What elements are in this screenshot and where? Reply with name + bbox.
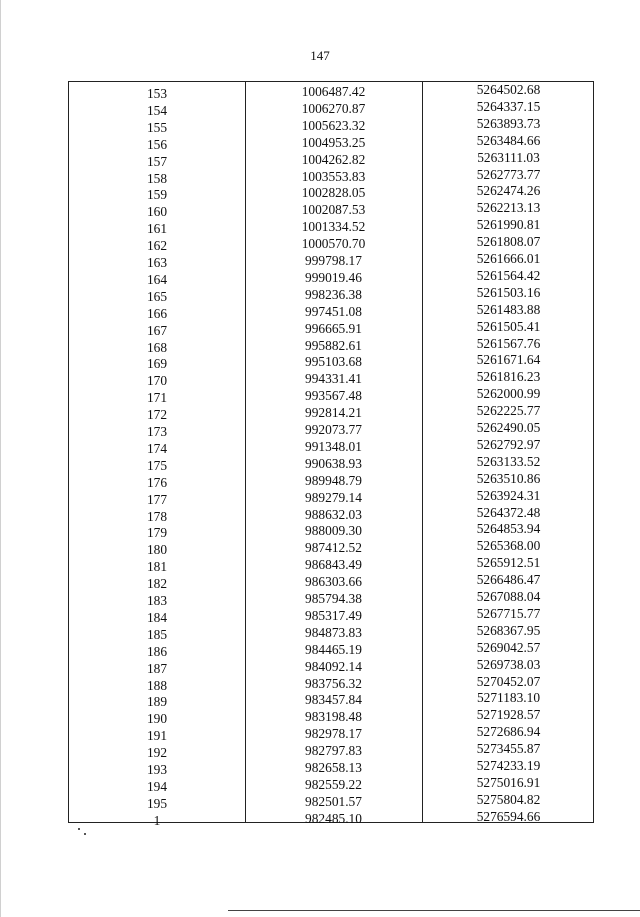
- point-number-cell: 175: [146, 457, 168, 473]
- point-number-cell: 162: [146, 238, 168, 254]
- x-coordinate-cell: 1001334.52: [301, 219, 366, 235]
- x-coordinate-cell: 982978.17: [305, 726, 362, 742]
- y-coordinate-cell: 5264853.94: [476, 521, 541, 537]
- point-number-cell: 157: [146, 153, 168, 169]
- x-coordinate-cell: 995882.61: [305, 337, 362, 353]
- x-coordinate-cell: 999019.46: [305, 269, 362, 285]
- y-coordinate-cell: 5264337.15: [476, 98, 541, 114]
- point-number-cell: 174: [146, 440, 168, 456]
- coordinates-table: [68, 81, 594, 828]
- x-coordinate-cell: 1005623.32: [301, 117, 366, 133]
- point-number-cell: 173: [146, 424, 168, 439]
- x-coordinate-cell: 993567.48: [305, 388, 362, 404]
- y-coordinate-cell: 5261990.81: [476, 217, 541, 233]
- y-coordinate-cell: 5264372.48: [476, 504, 541, 520]
- x-coordinate-cell: 986303.66: [305, 574, 362, 590]
- point-number-cell: 164: [146, 271, 168, 287]
- point-number-cell: 189: [146, 694, 168, 710]
- point-number-cell: 187: [146, 660, 168, 676]
- x-coordinate-cell: 991348.01: [305, 438, 362, 454]
- y-coordinate-cell: 5270452.07: [476, 673, 541, 689]
- y-coordinate-cell: 5263111.03: [477, 149, 540, 165]
- x-coordinate-cell: 995103.68: [305, 354, 362, 370]
- point-number-cell: 183: [146, 593, 168, 608]
- y-coordinate-cell: 5261816.23: [476, 369, 541, 385]
- y-coordinate-cell: 5261505.41: [476, 318, 541, 334]
- point-number-cell: 161: [146, 221, 168, 237]
- x-coordinate-cell: 992073.77: [305, 422, 362, 437]
- y-coordinate-cell: 5267715.77: [476, 605, 541, 621]
- y-coordinate-cell: 5261808.07: [476, 234, 541, 250]
- point-number-cell: 178: [146, 508, 168, 524]
- y-coordinate-cell: 5262792.97: [476, 436, 541, 452]
- y-coordinate-cell: 5263133.52: [476, 453, 541, 469]
- x-coordinate-cell: 982797.83: [305, 743, 362, 759]
- x-coordinate-cell: 983756.32: [305, 675, 362, 691]
- y-coordinate-cell: 5264502.68: [476, 82, 541, 97]
- x-coordinate-cell: 996665.91: [305, 320, 362, 336]
- scan-speck: [78, 828, 80, 830]
- y-coordinate-cell: 5271928.57: [476, 707, 541, 723]
- point-number-cell: 1: [153, 812, 161, 828]
- y-coordinate-cell: 5272686.94: [476, 724, 541, 740]
- scan-edge: [0, 0, 1, 917]
- point-number-cell: 156: [146, 136, 168, 152]
- point-number-cell: 188: [146, 677, 168, 693]
- x-coordinate-cell: 983457.84: [305, 692, 362, 708]
- y-coordinate-cell: 5275804.82: [476, 791, 541, 807]
- y-coordinate-cell: 5266486.47: [476, 572, 541, 588]
- y-coordinate-cell: 5267088.04: [476, 589, 541, 604]
- x-coordinate-cell: 989279.14: [305, 489, 362, 505]
- y-coordinate-cell: 5263893.73: [476, 115, 541, 131]
- point-number-cell: 172: [146, 407, 168, 423]
- x-coordinate-cell: 992814.21: [305, 405, 362, 421]
- point-number-cell: 163: [146, 255, 168, 270]
- point-number-cell: 193: [146, 762, 168, 777]
- x-coordinate-cell: 1000570.70: [301, 236, 366, 252]
- x-coordinate-cell: 1002828.05: [301, 185, 366, 201]
- y-coordinate-cell: 5271183.10: [476, 690, 541, 706]
- y-coordinate-cell: 5261666.01: [476, 251, 541, 266]
- point-number-cell: 168: [146, 339, 168, 355]
- y-coordinate-cell: 5265912.51: [476, 555, 541, 571]
- y-coordinate-cell: 5268367.95: [476, 622, 541, 638]
- y-coordinate-cell: 5273455.87: [476, 741, 541, 757]
- point-number-cell: 176: [146, 474, 168, 490]
- x-coordinate-cell: 990638.93: [305, 455, 362, 471]
- point-number-cell: 169: [146, 356, 168, 372]
- y-coordinate-cell: 5269042.57: [476, 639, 541, 655]
- scan-bottom-edge: [228, 910, 640, 911]
- point-number-cell: 186: [146, 643, 168, 659]
- point-number-cell: 160: [146, 204, 168, 220]
- y-coordinate-cell: 5276594.66: [476, 808, 541, 824]
- y-coordinate-cell: 5261503.16: [476, 284, 541, 300]
- x-coordinate-cell: 988009.30: [305, 523, 362, 539]
- x-coordinate-cell: 1006487.42: [301, 84, 366, 99]
- x-coordinate-cell: 999798.17: [305, 253, 362, 268]
- point-number-cell: 158: [146, 170, 168, 186]
- point-number-cell: 177: [146, 491, 168, 507]
- y-coordinate-cell: 5269738.03: [476, 656, 541, 672]
- x-coordinate-cell: 982559.22: [305, 776, 362, 792]
- y-coordinate-cell: 5261483.88: [476, 301, 541, 317]
- point-number-cell: 171: [146, 390, 168, 406]
- x-coordinate-cell: 1003553.83: [301, 168, 366, 184]
- point-number-cell: 195: [146, 795, 168, 811]
- x-coordinate-cell: 984873.83: [305, 624, 362, 640]
- y-coordinate-cell: 5265368.00: [476, 538, 541, 554]
- y-coordinate-cell: 5261671.64: [476, 352, 541, 368]
- y-coordinate-cell: 5274233.19: [476, 758, 541, 773]
- y-coordinate-cell: 5261567.76: [476, 335, 541, 351]
- y-coordinate-cell: 5262213.13: [476, 200, 541, 216]
- y-coordinate-cell: 5263484.66: [476, 132, 541, 148]
- x-coordinate-cell: 988632.03: [305, 506, 362, 522]
- point-number-cell: 191: [146, 728, 168, 744]
- point-number-cell: 194: [146, 778, 168, 794]
- x-coordinate-cell: 997451.08: [305, 303, 362, 319]
- x-coordinate-cell: 982658.13: [305, 760, 362, 775]
- x-coordinate-cell: 1006270.87: [301, 100, 366, 116]
- x-coordinate-cell: 987412.52: [305, 540, 362, 556]
- point-number-cell: 190: [146, 711, 168, 727]
- table-row: [69, 808, 595, 828]
- point-number-cell: 167: [146, 322, 168, 338]
- point-number-cell: 180: [146, 542, 168, 558]
- x-coordinate-cell: 1002087.53: [301, 202, 366, 218]
- x-coordinate-cell: 1004953.25: [301, 134, 366, 150]
- x-coordinate-cell: 994331.41: [305, 371, 362, 387]
- x-coordinate-cell: 989948.79: [305, 472, 362, 488]
- y-coordinate-cell: 5262225.77: [476, 403, 541, 419]
- y-coordinate-cell: 5263924.31: [476, 487, 541, 503]
- y-coordinate-cell: 5263510.86: [476, 470, 541, 486]
- y-coordinate-cell: 5262773.77: [476, 166, 541, 182]
- x-coordinate-cell: 983198.48: [305, 709, 362, 725]
- x-coordinate-cell: 982485.10: [305, 810, 362, 826]
- point-number-cell: 153: [146, 86, 168, 101]
- point-number-cell: 154: [146, 102, 168, 118]
- point-number-cell: 179: [146, 525, 168, 541]
- x-coordinate-cell: 985794.38: [305, 591, 362, 606]
- point-number-cell: 159: [146, 187, 168, 203]
- y-coordinate-cell: 5261564.42: [476, 267, 541, 283]
- point-number-cell: 185: [146, 626, 168, 642]
- point-number-cell: 192: [146, 745, 168, 761]
- x-coordinate-cell: 985317.49: [305, 607, 362, 623]
- x-coordinate-cell: 1004262.82: [301, 151, 366, 167]
- point-number-cell: 170: [146, 373, 168, 389]
- point-number-cell: 165: [146, 288, 168, 304]
- y-coordinate-cell: 5262474.26: [476, 183, 541, 199]
- x-coordinate-cell: 998236.38: [305, 286, 362, 302]
- point-number-cell: 184: [146, 609, 168, 625]
- y-coordinate-cell: 5275016.91: [476, 774, 541, 790]
- page-number: 147: [310, 48, 330, 63]
- y-coordinate-cell: 5262490.05: [476, 420, 541, 435]
- x-coordinate-cell: 986843.49: [305, 557, 362, 573]
- x-coordinate-cell: 984092.14: [305, 658, 362, 674]
- point-number-cell: 181: [146, 559, 168, 575]
- x-coordinate-cell: 984465.19: [305, 641, 362, 657]
- point-number-cell: 155: [146, 119, 168, 135]
- point-number-cell: 182: [146, 576, 168, 592]
- point-number-cell: 166: [146, 305, 168, 321]
- scan-speck: [84, 833, 86, 835]
- x-coordinate-cell: 982501.57: [305, 793, 362, 809]
- y-coordinate-cell: 5262000.99: [476, 386, 541, 402]
